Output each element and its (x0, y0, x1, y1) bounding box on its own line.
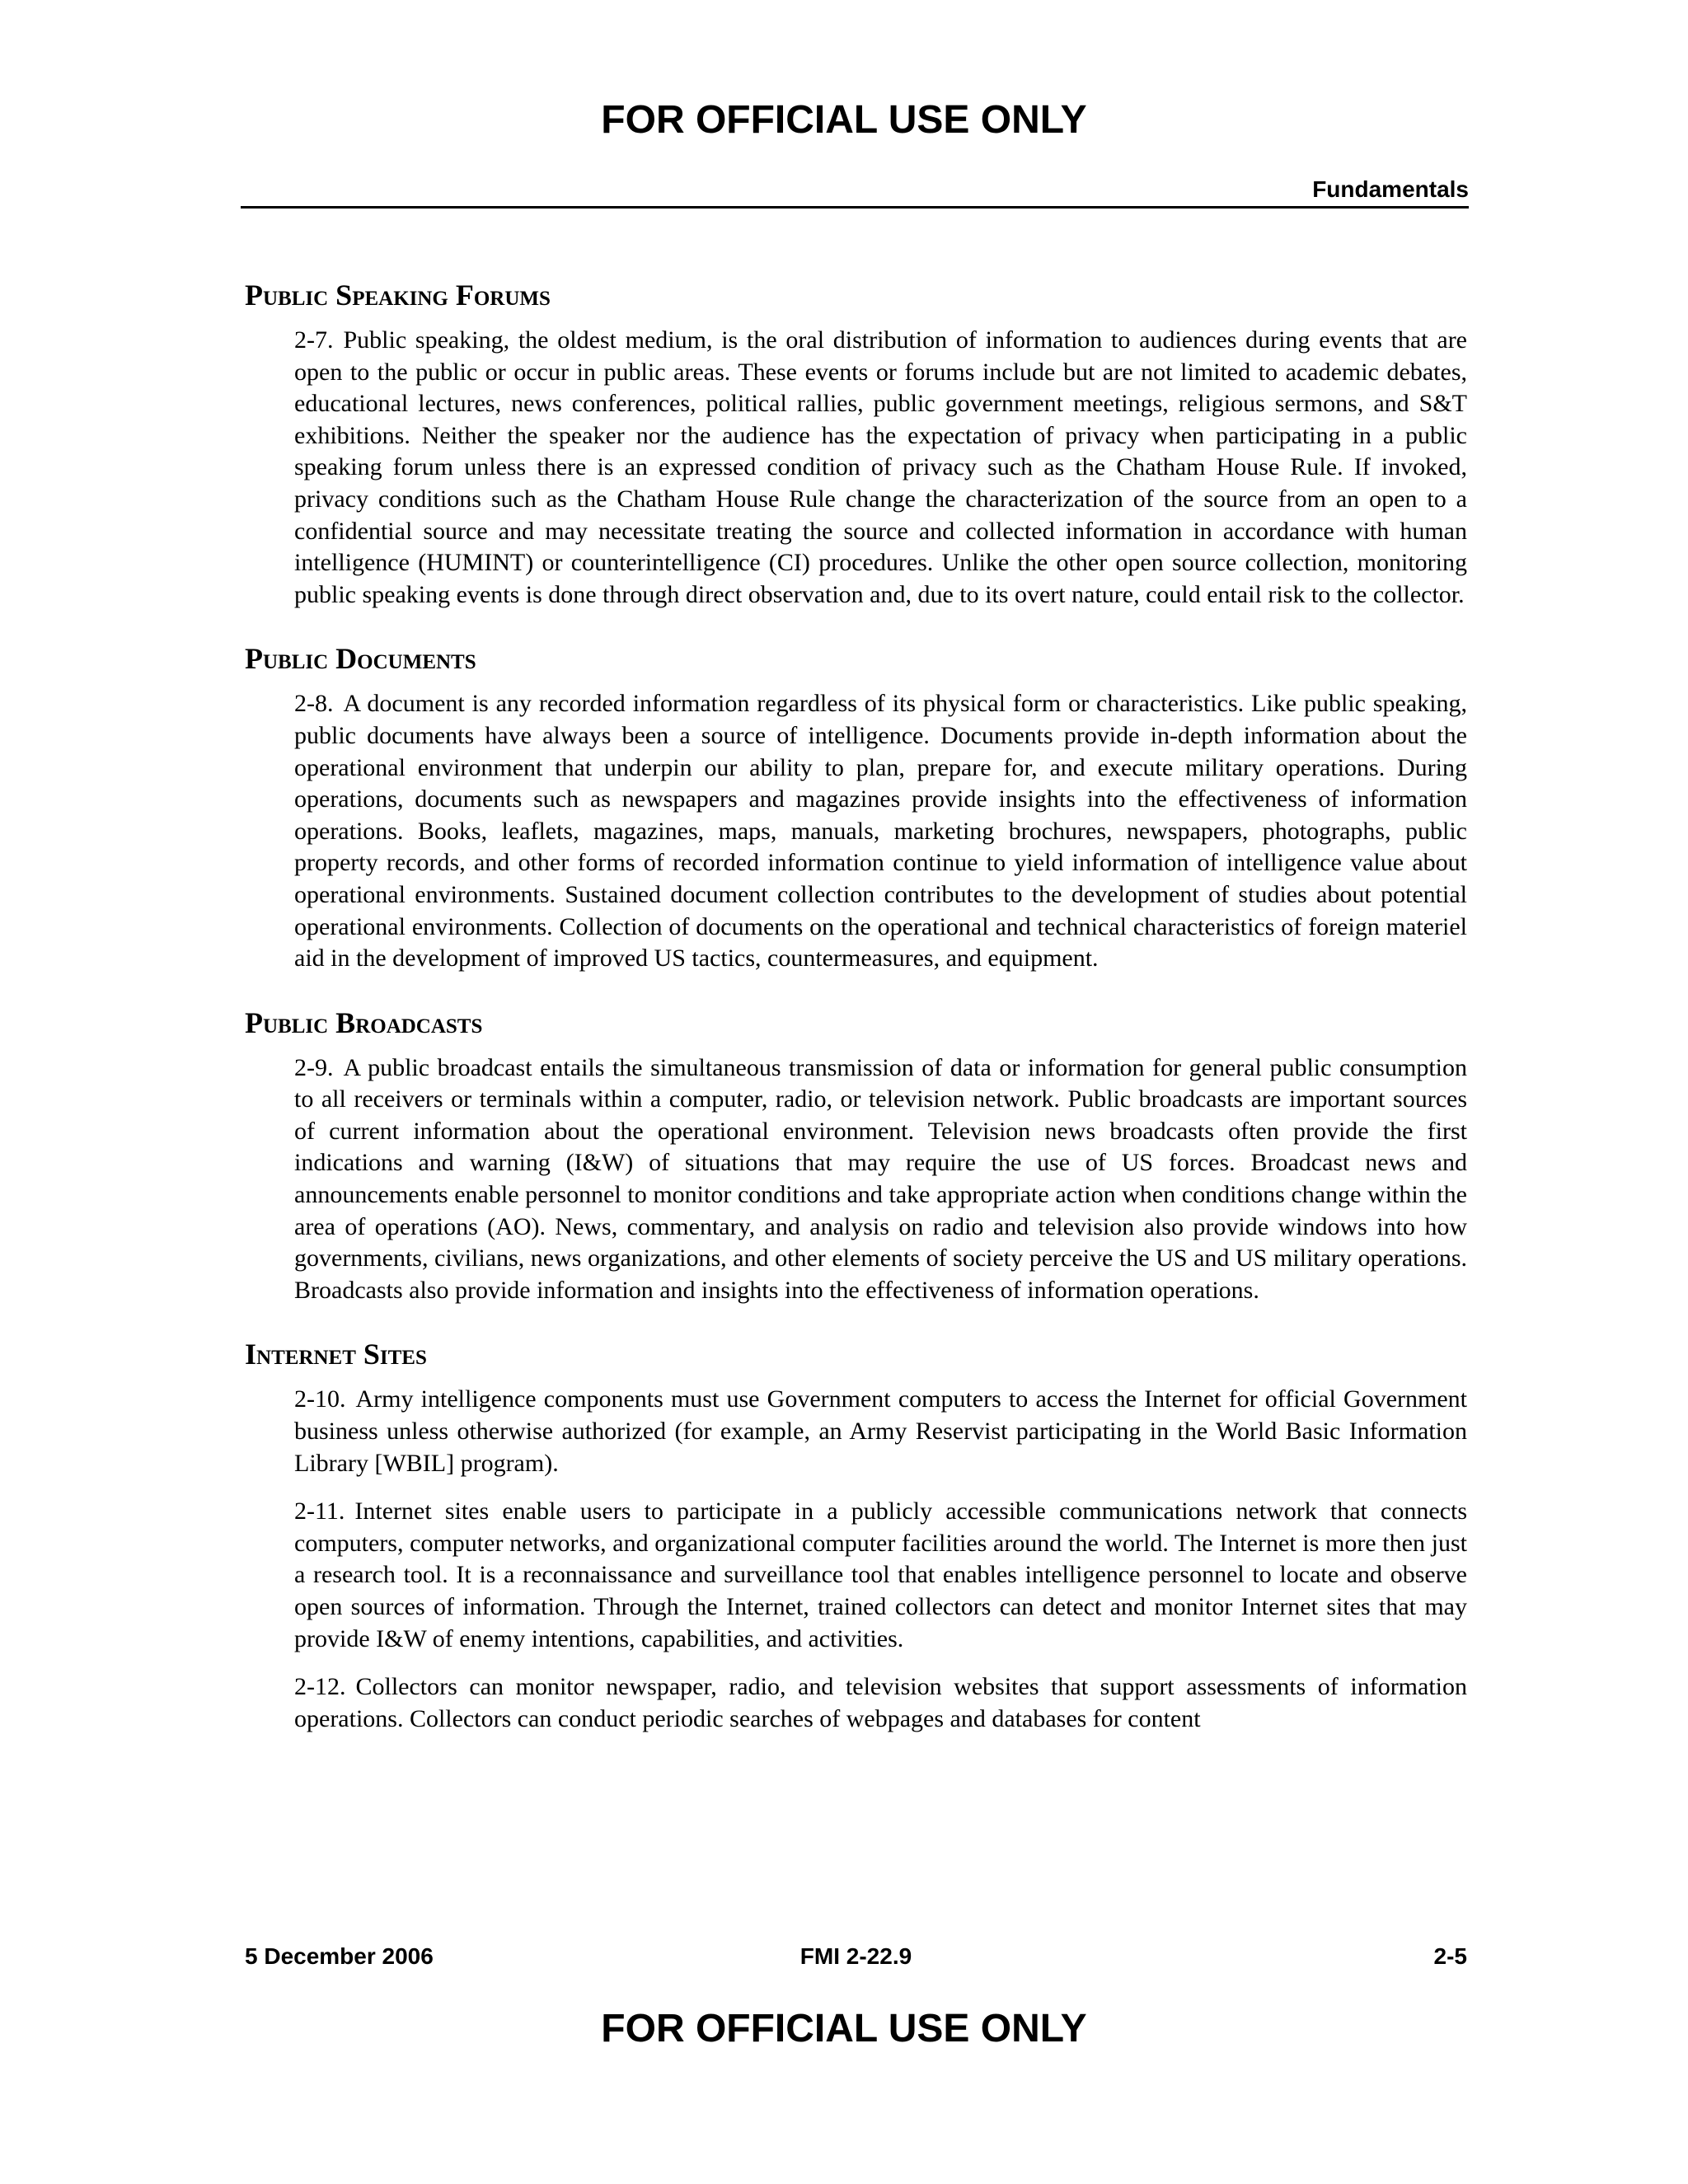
paragraph-2-8 (294, 688, 1467, 974)
section-heading: Public Speaking Forums (245, 279, 551, 312)
page-footer (245, 1942, 1467, 1975)
paragraph-number: 2-8. (294, 690, 334, 718)
paragraph-number: 2-12. (294, 1673, 346, 1701)
paragraph-text: Army intelligence components must use Government computers to access the Internet for official Government business unless otherwise authorized (for example, an Army Reservist participating in the World Basic Information Library [WBIL] program). (294, 1385, 1467, 1477)
footer-publication: FMI 2-22.9 (799, 1943, 912, 1969)
paragraph-number: 2-9. (294, 1053, 334, 1081)
section-heading: Internet Sites (245, 1338, 427, 1371)
document-body (245, 277, 1467, 1765)
paragraph-2-7 (294, 325, 1467, 611)
paragraph-number: 2-10. (294, 1385, 346, 1413)
footer-page-number: 2-5 (1433, 1943, 1467, 1969)
classification-banner-top: FOR OFFICIAL USE ONLY (601, 98, 1087, 142)
section-public-broadcasts (245, 1005, 1467, 1307)
paragraph-2-12 (294, 1671, 1467, 1735)
section-heading: Public Documents (245, 642, 476, 676)
paragraph-2-9 (294, 1052, 1467, 1307)
section-public-documents (245, 640, 1467, 974)
section-public-speaking-forums (245, 277, 1467, 611)
paragraph-text: Internet sites enable users to participate in a publicly accessible communications network that connects computers, computer networks, and organizational computer facilities around the world. The Internet is more then just a research tool. It is a reconnaissance and surveillance tool that enables intelligence personnel to locate and observe open sources of information. Through the Internet, trained collectors can detect and monitor Internet sites that may provide I&W of enemy intentions, capabilities, and activities. (294, 1497, 1467, 1652)
running-head: Fundamentals (1312, 176, 1469, 202)
paragraph-text: Collectors can monitor newspaper, radio, and television websites that support assessments of information operations. Collectors can conduct periodic searches of webpages and databases for content (294, 1673, 1467, 1732)
paragraph-2-11 (294, 1496, 1467, 1655)
section-heading: Public Broadcasts (245, 1005, 483, 1039)
paragraph-text: A document is any recorded information regardless of its physical form or characteristics. Like public speaking, public documents have always been a source of intelligence. Documents provide in-depth information about the operational environment that underpin our ability to plan, prepare for, and execute military operations. During operations, documents such as newspapers and magazines provide insights into the effectiveness of information operations. Books, leaflets, magazines, maps, manuals, marketing brochures, newspapers, photographs, public property records, and other forms of recorded information continue to yield information of intelligence value about operational environments. Sustained document collection contributes to the development of studies about potential operational environments. Collection of documents on the operational and technical characteristics of foreign materiel aid in the development of improved US tactics, countermeasures, and equipment. (294, 690, 1467, 972)
paragraph-number: 2-7. (294, 326, 334, 354)
paragraph-text: Public speaking, the oldest medium, is the oral distribution of information to audiences during events that are open to the public or occur in public areas. These events or forums include but are not limited to academic debates, educational lectures, news conferences, political rallies, public government meetings, religious sermons, and S&T exhibitions. Neither the speaker nor the audience has the expectation of privacy when participating in a public speaking forum unless there is an expressed condition of privacy such as the Chatham House Rule. If invoked, privacy conditions such as the Chatham House Rule change the characterization of the source from an open to a confidential source and may necessitate treating the source and collected information in accordance with human intelligence (HUMINT) or counterintelligence (CI) procedures. Unlike the other open source collection, monitoring public speaking events is done through direct observation and, due to its overt nature, could entail risk to the collector. (294, 326, 1467, 608)
paragraph-2-10 (294, 1384, 1467, 1479)
section-internet-sites (245, 1336, 1467, 1735)
footer-date: 5 December 2006 (245, 1943, 434, 1969)
paragraph-text: A public broadcast entails the simultaneous transmission of data or information for general public consumption to all receivers or terminals within a computer, radio, or television network. Public broadcasts are important sources of current information about the operational environment. Television news broadcasts often provide the first indications and warning (I&W) of situations that may require the use of US forces. Broadcast news and announcements enable personnel to monitor conditions and take appropriate action when conditions change within the area of operations (AO). News, commentary, and analysis on radio and television also provide windows into how governments, civilians, news organizations, and other elements of society perceive the US and US military operations. Broadcasts also provide information and insights into the effectiveness of information operations. (294, 1053, 1467, 1304)
header-rule (241, 206, 1469, 209)
classification-banner-bottom: FOR OFFICIAL USE ONLY (601, 2007, 1087, 2050)
paragraph-number: 2-11. (294, 1497, 345, 1526)
